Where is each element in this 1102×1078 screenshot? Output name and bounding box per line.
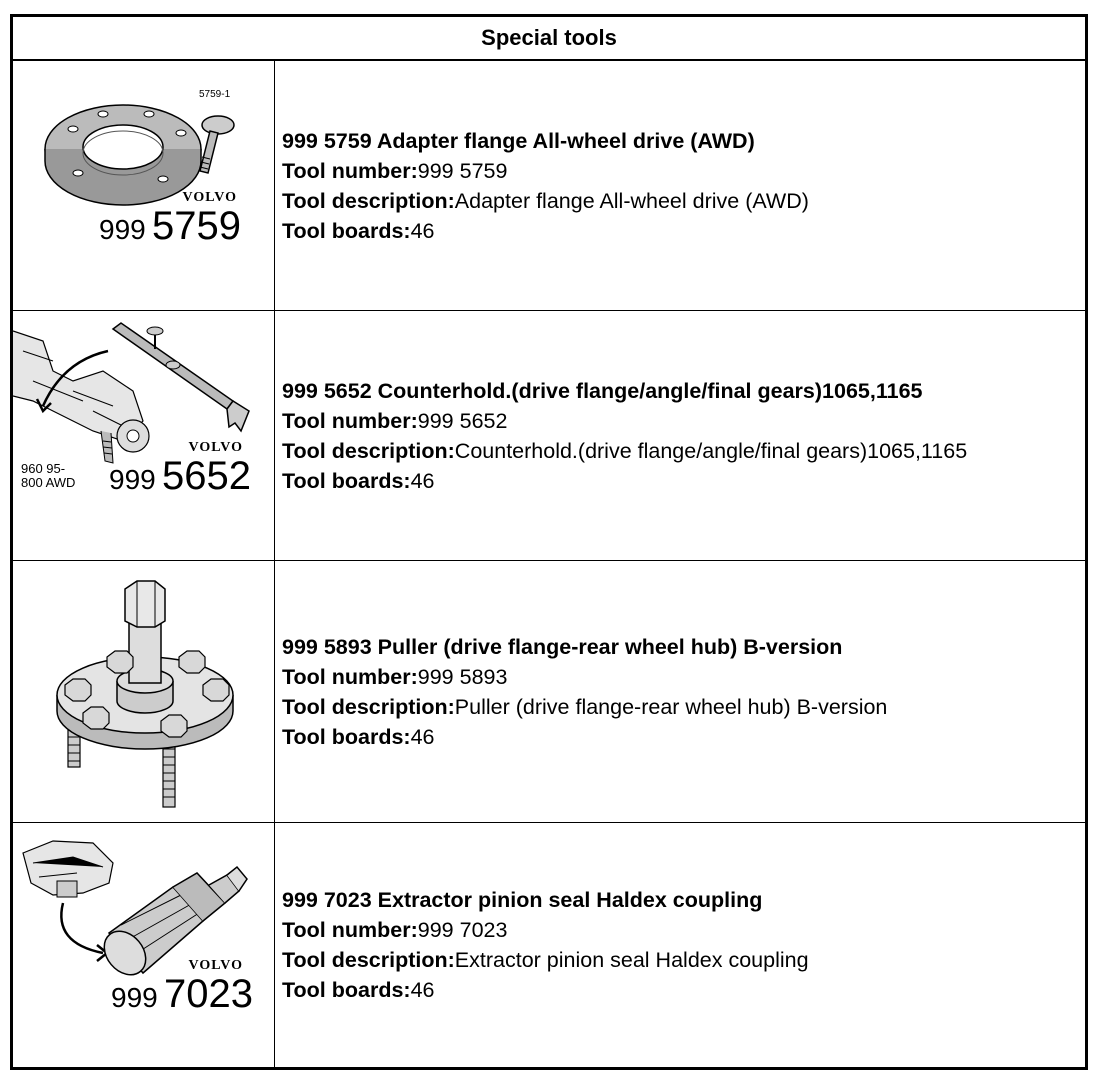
tool-description-value: Adapter flange All-wheel drive (AWD) [454,188,809,213]
tool-code-prefix: 999 [99,214,146,245]
tool-code-number: 5652 [162,454,251,498]
tool-description-value: Counterhold.(drive flange/angle/final gears)1065,1165 [454,438,968,463]
tool-description-label: Tool description: [282,438,455,463]
tool-description-label: Tool description: [282,948,455,972]
tool-boards-value: 46 [410,724,435,749]
tool-row-7023 [13,823,1085,1067]
volvo-logo-text: VOLVO [182,190,237,205]
tool-description-label: Tool description: [282,188,455,213]
tool-number-label: Tool number: [282,918,418,942]
model-caption-line2: 800 AWD [21,475,76,490]
tool-image-7023 [13,823,275,1067]
tool-details-5652 [282,311,1081,560]
model-caption-line1: 960 95- [21,461,66,476]
tool-details-7023 [282,823,1081,1067]
tool-title: 999 7023 Extractor pinion seal Haldex coupling [282,888,763,912]
tool-row-5652 [13,311,1085,561]
tool-title: 999 5652 Counterhold.(drive flange/angle/final gears)1065,1165 [282,378,923,403]
tool-code-number: 5759 [152,204,241,248]
tool-title: 999 5759 Adapter flange All-wheel drive (AWD) [282,128,755,153]
tool-boards-label: Tool boards: [282,978,411,1002]
tool-row-5759 [13,61,1085,311]
tool-description-value: Extractor pinion seal Haldex coupling [454,948,809,972]
tool-number-value: 999 5652 [417,408,508,433]
adapter-flange-illustration [13,61,275,310]
tool-title: 999 5893 Puller (drive flange-rear wheel hub) B-version [282,634,843,659]
puller-illustration [13,561,275,822]
table-header: Special tools [13,17,1085,61]
tool-number-value: 999 5893 [417,664,508,689]
tool-code-number: 7023 [164,972,253,1016]
tool-boards-value: 46 [410,468,435,493]
tool-description-label: Tool description: [282,694,455,719]
tool-boards-label: Tool boards: [282,724,411,749]
image-caption: 5759-1 [199,89,231,100]
counterhold-illustration [13,311,275,560]
tool-boards-value: 46 [410,978,435,1002]
tool-number-label: Tool number: [282,408,418,433]
tool-image-5893 [13,561,275,822]
extractor-illustration [13,823,275,1067]
tool-number-value: 999 5759 [417,158,508,183]
tool-boards-value: 46 [410,218,435,243]
special-tools-table [10,14,1088,1070]
tool-number-label: Tool number: [282,664,418,689]
tool-image-5759 [13,61,275,310]
tool-boards-label: Tool boards: [282,218,411,243]
tool-code-prefix: 999 [111,982,158,1013]
tool-image-5652 [13,311,275,560]
tool-details-5893 [282,561,1081,822]
volvo-logo-text: VOLVO [188,958,243,973]
tool-boards-label: Tool boards: [282,468,411,493]
tool-description-value: Puller (drive flange-rear wheel hub) B-version [454,694,888,719]
tool-number-label: Tool number: [282,158,418,183]
volvo-logo-text: VOLVO [188,440,243,455]
tool-code-prefix: 999 [109,464,156,495]
tool-row-5893 [13,561,1085,823]
tool-details-5759 [282,61,1081,310]
tool-number-value: 999 7023 [417,918,508,942]
